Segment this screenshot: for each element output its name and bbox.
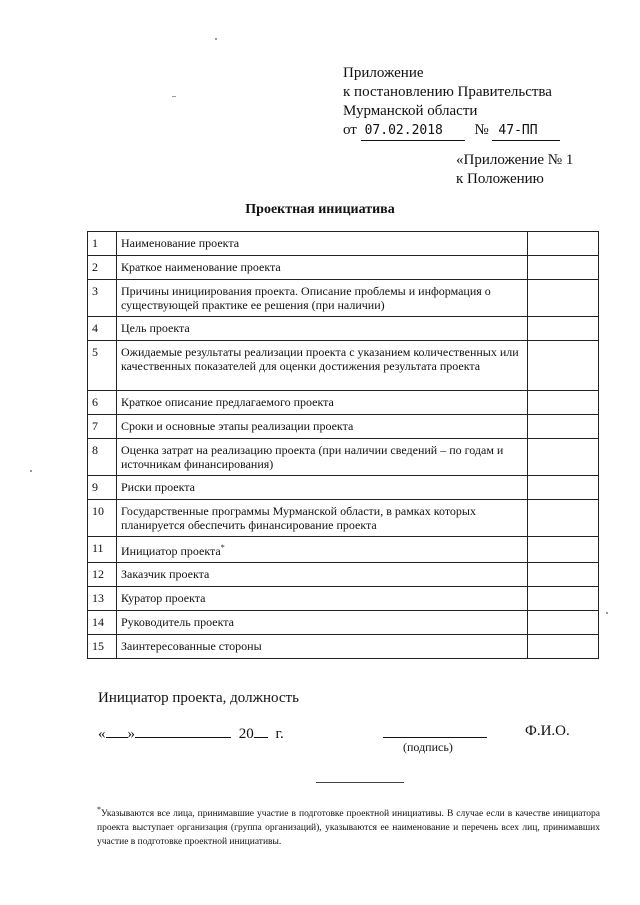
document-header — [343, 64, 560, 141]
footnote-reference: * — [220, 543, 225, 552]
date-prefix: от — [343, 122, 357, 138]
row-value-cell[interactable] — [528, 256, 599, 280]
date-value: 07.02.2018 — [361, 121, 465, 141]
row-number: 3 — [88, 280, 117, 317]
row-number: 8 — [88, 439, 117, 476]
row-number: 7 — [88, 415, 117, 439]
row-value-cell[interactable] — [528, 587, 599, 611]
row-value-cell[interactable] — [528, 563, 599, 587]
scan-speck — [606, 612, 608, 614]
table-row — [88, 232, 599, 256]
row-value-cell[interactable] — [528, 537, 599, 563]
row-number: 6 — [88, 391, 117, 415]
row-label-text: Заинтересованные стороны — [121, 639, 262, 653]
row-label — [117, 476, 528, 500]
row-value-cell[interactable] — [528, 611, 599, 635]
scan-speck — [172, 96, 176, 97]
table-row — [88, 537, 599, 563]
row-label-text: Ожидаемые результаты реализации проекта с указанием количественных или качественных показателей для оценки достижения результата проекта — [121, 345, 519, 373]
scan-speck — [30, 470, 32, 472]
row-value-cell[interactable] — [528, 317, 599, 341]
initiator-position-label: Инициатор проекта, должность — [98, 690, 299, 706]
row-value-cell[interactable] — [528, 476, 599, 500]
year-blank[interactable] — [254, 723, 268, 738]
table-row — [88, 563, 599, 587]
quote-close: » — [127, 726, 135, 742]
row-label — [117, 391, 528, 415]
row-label — [117, 415, 528, 439]
header-line-2: к постановлению Правительства — [343, 84, 552, 100]
annex-line-2: к Положению — [456, 171, 544, 187]
header-line-3: Мурманской области — [343, 103, 478, 119]
table-row — [88, 587, 599, 611]
month-blank[interactable] — [135, 723, 231, 738]
table-row — [88, 391, 599, 415]
row-value-cell[interactable] — [528, 439, 599, 476]
row-number: 9 — [88, 476, 117, 500]
footnote-text: Указываются все лица, принимавшие участие в подготовке проектной инициативы. В случае если в качестве инициатора проекта выступает организация (группа организаций), указываются ее наименование и перечень всех лиц, принимавших участие в подготовке проектной инициативы. — [97, 809, 600, 848]
row-label — [117, 635, 528, 659]
row-label-text: Оценка затрат на реализацию проекта (при наличии сведений – по годам и источникам финансирования) — [121, 443, 504, 471]
table-row — [88, 611, 599, 635]
footnote-separator — [316, 782, 404, 783]
row-number: 4 — [88, 317, 117, 341]
year-suffix: г. — [275, 726, 284, 742]
row-label-text: Наименование проекта — [121, 236, 240, 250]
footnote-mark: * — [97, 805, 101, 814]
quote-open: « — [98, 726, 106, 742]
row-value-cell[interactable] — [528, 280, 599, 317]
row-label-text: Сроки и основные этапы реализации проекта — [121, 419, 354, 433]
row-label — [117, 232, 528, 256]
table-row — [88, 341, 599, 391]
row-label — [117, 439, 528, 476]
number-prefix: № — [474, 122, 489, 138]
day-blank[interactable] — [106, 723, 128, 738]
header-line-1: Приложение — [343, 65, 424, 81]
header-date-line — [343, 121, 560, 141]
row-label — [117, 317, 528, 341]
row-label-text: Заказчик проекта — [121, 567, 210, 581]
row-value-cell[interactable] — [528, 391, 599, 415]
row-label — [117, 537, 528, 563]
table-row — [88, 500, 599, 537]
row-number: 12 — [88, 563, 117, 587]
document-title: Проектная инициатива — [245, 202, 395, 217]
row-label-text: Инициатор проекта — [121, 544, 221, 558]
row-label — [117, 587, 528, 611]
row-number: 11 — [88, 537, 117, 563]
row-label-text: Краткое наименование проекта — [121, 260, 281, 274]
table-row — [88, 635, 599, 659]
annex-reference — [456, 151, 573, 189]
year-prefix: 20 — [238, 726, 254, 742]
row-label-text: Цель проекта — [121, 321, 190, 335]
project-initiative-table — [87, 231, 599, 659]
table-body — [88, 232, 599, 659]
row-label-text: Краткое описание предлагаемого проекта — [121, 395, 334, 409]
row-label-text: Руководитель проекта — [121, 615, 234, 629]
row-label-text: Государственные программы Мурманской области, в рамках которых планируется обеспечить финансирование проекта — [121, 504, 476, 532]
row-label — [117, 280, 528, 317]
row-value-cell[interactable] — [528, 232, 599, 256]
annex-line-1: «Приложение № 1 — [456, 152, 574, 168]
row-number: 5 — [88, 341, 117, 391]
signature-line[interactable] — [383, 737, 487, 738]
row-label-text: Причины инициирования проекта. Описание проблемы и информация о существующей практике ее решения (при наличии) — [121, 284, 491, 312]
row-number: 1 — [88, 232, 117, 256]
row-label — [117, 341, 528, 391]
footnote — [97, 803, 600, 849]
row-label-text: Риски проекта — [121, 480, 195, 494]
row-label — [117, 563, 528, 587]
row-label — [117, 500, 528, 537]
table-row — [88, 476, 599, 500]
row-value-cell[interactable] — [528, 341, 599, 391]
row-number: 15 — [88, 635, 117, 659]
row-label — [117, 611, 528, 635]
row-number: 10 — [88, 500, 117, 537]
row-label — [117, 256, 528, 280]
table-row — [88, 256, 599, 280]
row-number: 14 — [88, 611, 117, 635]
row-label-text: Куратор проекта — [121, 591, 206, 605]
table-row — [88, 280, 599, 317]
row-number: 13 — [88, 587, 117, 611]
row-number: 2 — [88, 256, 117, 280]
row-value-cell[interactable] — [528, 500, 599, 537]
number-value: 47-ПП — [492, 121, 560, 141]
scan-speck — [215, 38, 217, 40]
table-row — [88, 317, 599, 341]
row-value-cell[interactable] — [528, 415, 599, 439]
row-value-cell[interactable] — [528, 635, 599, 659]
table-row — [88, 415, 599, 439]
fio-label: Ф.И.О. — [525, 723, 570, 739]
signature-date-line — [98, 723, 284, 743]
table-row — [88, 439, 599, 476]
signature-caption: (подпись) — [403, 740, 453, 754]
